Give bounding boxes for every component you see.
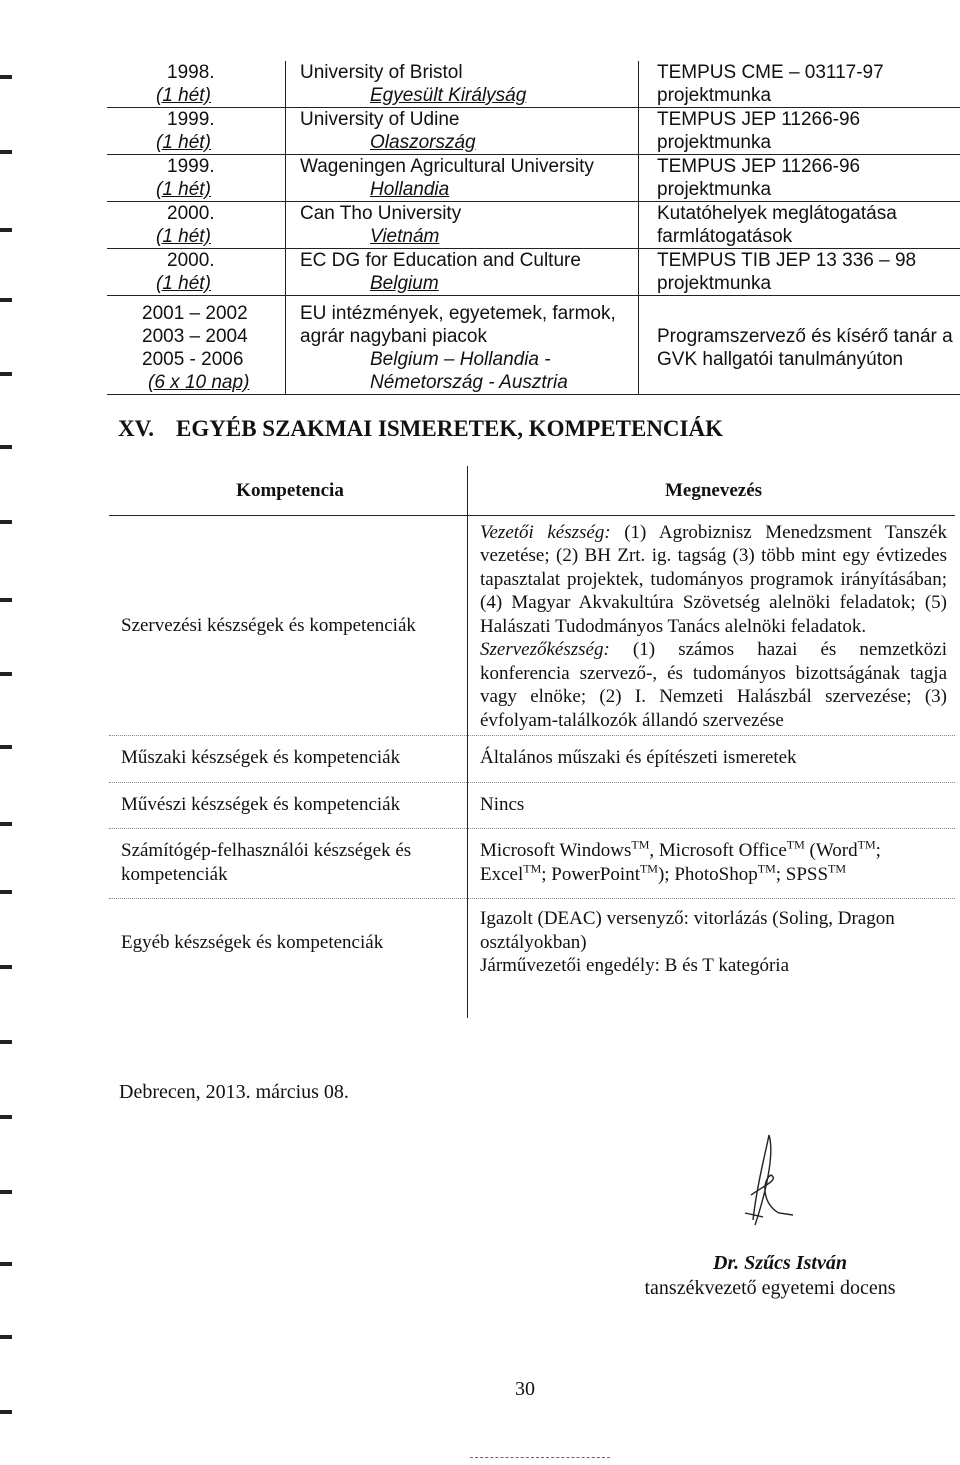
year: 1999. xyxy=(167,156,215,177)
header-competence: Kompetencia xyxy=(109,466,468,515)
institution: EU intézmények, egyetemek, farmok, xyxy=(300,303,616,324)
duration: (6 x 10 nap) xyxy=(148,372,250,393)
art-value: Nincs xyxy=(468,782,956,829)
institution: University of Bristol xyxy=(300,62,463,83)
project-type: projektmunka xyxy=(657,273,772,294)
table-row xyxy=(109,782,955,829)
year: 2005 - 2006 xyxy=(142,349,244,370)
signatory-name: Dr. Szűcs István xyxy=(713,1252,847,1274)
project: Kutatóhelyek meglátogatása xyxy=(657,203,897,224)
header-name: Megnevezés xyxy=(468,466,956,515)
country: Olaszország xyxy=(370,132,476,153)
country: Németország - Ausztria xyxy=(370,372,568,393)
role: Programszervező és kísérő tanár a xyxy=(657,326,953,347)
year: 2001 – 2002 xyxy=(142,303,248,324)
project-type: projektmunka xyxy=(657,179,772,200)
country: Egyesült Királyság xyxy=(370,85,527,106)
table-row xyxy=(107,61,960,108)
duration: (1 hét) xyxy=(156,179,211,200)
project-type: farmlátogatások xyxy=(657,226,793,247)
country: Vietnám xyxy=(370,226,440,247)
year: 2000. xyxy=(167,203,215,224)
institution: EC DG for Education and Culture xyxy=(300,250,581,271)
org-text-2: (1) számos hazai és nemzetközi konferencia szervező-, és tudományos bizottságának tagja vagy elnöke; (2) I. Nemzeti Halászbál szervezése; (3) évfolyam-találkozók állandó szervezése xyxy=(480,639,947,731)
computer-value: Microsoft Windows™, Microsoft Office™ (Word™; Excel™; PowerPoint™); PhotoShop™; SPSS™ xyxy=(468,829,956,899)
year: 2003 – 2004 xyxy=(142,326,248,347)
competence-table xyxy=(109,466,955,1018)
year: 1998. xyxy=(167,62,215,83)
project: TEMPUS CME – 03117-97 xyxy=(657,62,884,83)
table-row xyxy=(107,108,960,155)
country: Belgium – Hollandia - xyxy=(370,349,551,370)
place-date: Debrecen, 2013. március 08. xyxy=(119,1081,349,1103)
mobility-table xyxy=(107,61,960,395)
project: TEMPUS TIB JEP 13 336 – 98 xyxy=(657,250,917,271)
country: Hollandia xyxy=(370,179,450,200)
signature-image xyxy=(735,1125,805,1240)
tech-label: Műszaki készségek és kompetenciák xyxy=(109,736,468,783)
org-label: Szervezési készségek és kompetenciák xyxy=(109,515,468,736)
table-row xyxy=(109,515,955,736)
other-value xyxy=(468,899,956,1018)
institution: Wageningen Agricultural University xyxy=(300,156,594,177)
footer-divider xyxy=(470,1457,610,1459)
year: 2000. xyxy=(167,250,215,271)
computer-label: Számítógép-felhasználói készségek és kompetenciák xyxy=(109,829,468,899)
project: TEMPUS JEP 11266-96 xyxy=(657,156,861,177)
org-lead-2: Szervezőkészség: xyxy=(480,639,610,660)
table-row xyxy=(109,829,955,899)
table-row xyxy=(107,202,960,249)
table-row xyxy=(107,155,960,202)
duration: (1 hét) xyxy=(156,132,211,153)
org-lead-1: Vezetői készség: xyxy=(480,521,611,543)
year: 1999. xyxy=(167,109,215,130)
project: TEMPUS JEP 11266-96 xyxy=(657,109,861,130)
institution: University of Udine xyxy=(300,109,460,130)
project-type: projektmunka xyxy=(657,85,772,106)
duration: (1 hét) xyxy=(156,226,211,247)
table-row xyxy=(109,899,955,1018)
page-number: 30 xyxy=(515,1378,535,1400)
section-number: XV. xyxy=(118,416,155,441)
other-line-2: Járművezetői engedély: B és T kategória xyxy=(480,955,790,976)
org-text-1: (1) Agrobiznisz Menedzsment Tanszék vezetése; (2) BH Zrt. ig. tagság (3) több mint egy évtizedes tapasztalat projektek, tudományos programok irányításában; (4) Magyar Akvakultúra Szövetség alelnöki feladatok; (5) Halászati Tudodmányos Tanács alelnöki feladatok. xyxy=(480,521,947,637)
institution: Can Tho University xyxy=(300,203,462,224)
duration: (1 hét) xyxy=(156,273,211,294)
table-row xyxy=(109,736,955,783)
table-row xyxy=(107,296,960,395)
other-label: Egyéb készségek és kompetenciák xyxy=(109,899,468,1018)
project-type: projektmunka xyxy=(657,132,772,153)
duration: (1 hét) xyxy=(156,85,211,106)
role: GVK hallgatói tanulmányúton xyxy=(657,349,904,370)
section-title: EGYÉB SZAKMAI ISMERETEK, KOMPETENCIÁK xyxy=(176,416,723,441)
tech-value: Általános műszaki és építészeti ismeretek xyxy=(468,736,956,783)
signatory-title: tanszékvezető egyetemi docens xyxy=(644,1277,896,1299)
org-description xyxy=(468,515,956,736)
table-row xyxy=(107,249,960,296)
institution: agrár nagybani piacok xyxy=(300,326,487,347)
art-label: Művészi készségek és kompetenciák xyxy=(109,782,468,829)
country: Belgium xyxy=(370,273,439,294)
other-line-1: Igazolt (DEAC) versenyző: vitorlázás (Soling, Dragon osztályokban) xyxy=(480,908,895,953)
section-heading xyxy=(118,416,723,442)
